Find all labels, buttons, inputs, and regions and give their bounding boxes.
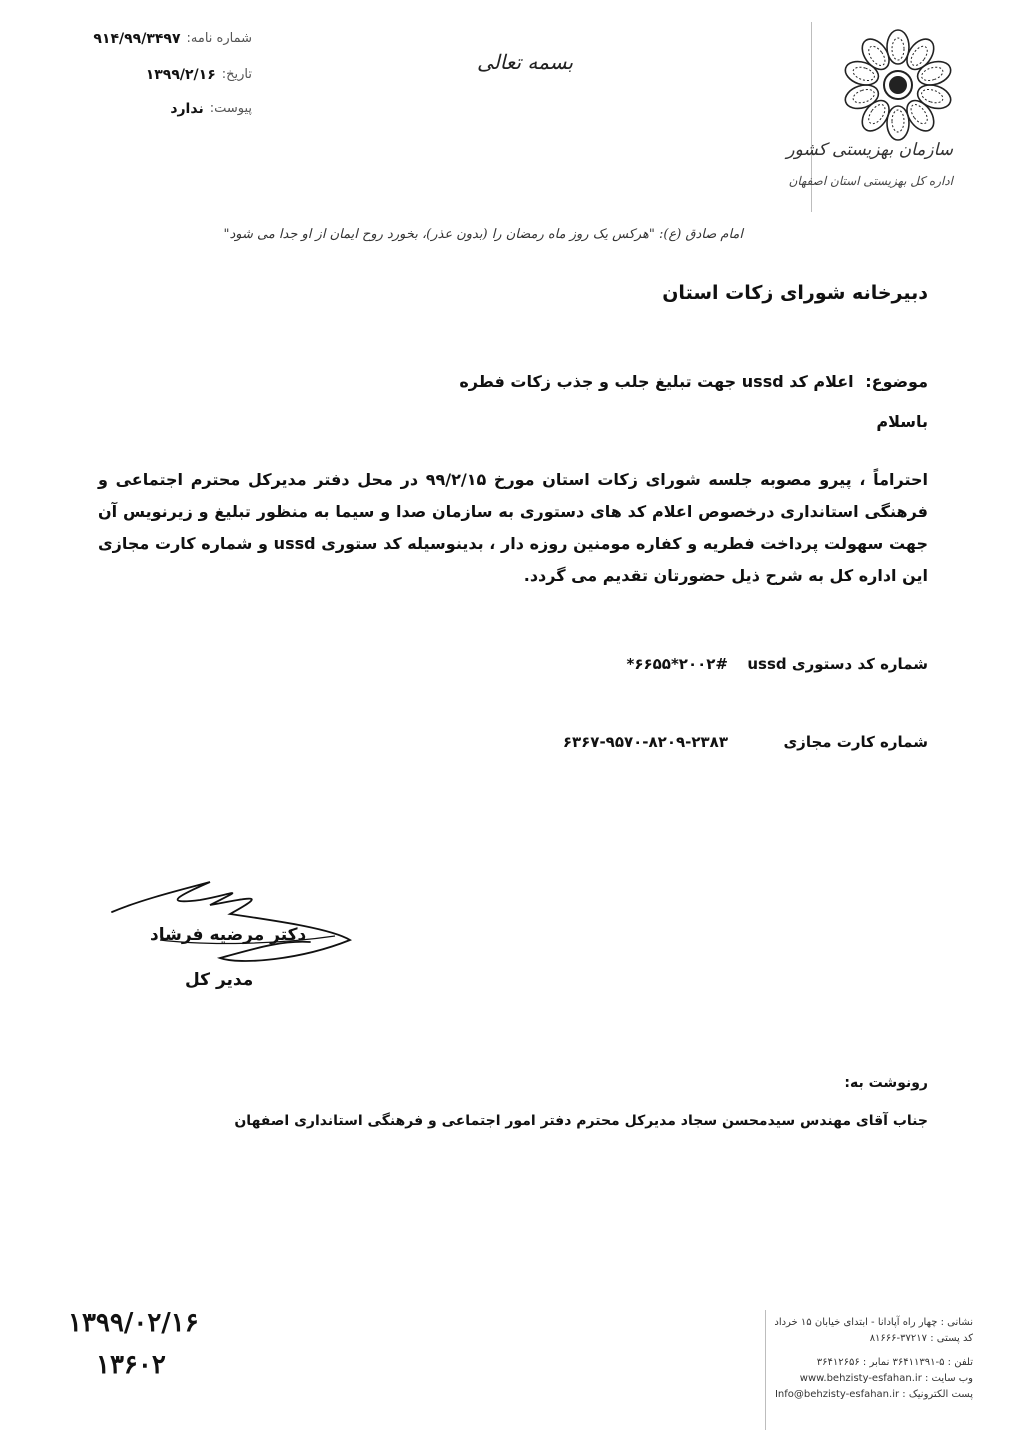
date-label: تاریخ: xyxy=(221,67,252,82)
footer-divider xyxy=(765,1310,766,1430)
subject-text: اعلام کد ussd جهت تبلیغ جلب و جذب زکات فطره xyxy=(459,372,854,391)
organization-logo-icon xyxy=(838,25,958,145)
ussd-row xyxy=(428,655,928,673)
hadith-quote: امام صادق (ع): "هرکس یک روز ماه رمضان را (بدون عذر)، بخورد روح ایمان از او جدا می شود" xyxy=(223,227,743,242)
attachment-row xyxy=(62,100,252,118)
card-value: ۶۳۶۷-۹۵۷۰-۸۲۰۹-۲۳۸۳ xyxy=(562,733,728,751)
footer-website-label: وب سایت : xyxy=(925,1373,973,1384)
card-row xyxy=(428,733,928,751)
subject-label: موضوع: xyxy=(865,372,928,391)
invocation: بسمه تعالی xyxy=(476,50,574,74)
letter-number-row xyxy=(62,30,252,48)
footer-email-label: پست الکترونیک : xyxy=(902,1389,973,1400)
cc-recipient: جناب آقای مهندس سیدمحسن سجاد مدیرکل محترم دفتر امور اجتماعی و فرهنگی استانداری اصفهان xyxy=(234,1113,928,1129)
ussd-label: شماره کد دستوری ussd xyxy=(747,655,928,673)
organization-subtitle: اداره کل بهزیستی استان اصفهان xyxy=(788,174,953,188)
footer-address: نشانی : چهار راه آپادانا - ابتدای خیابان ۱۵ خرداد xyxy=(774,1317,973,1328)
footer-phone: تلفن : ۵-۳۶۴۱۱۳۹۱ نمابر : ۳۶۴۱۲۶۵۶ xyxy=(816,1357,973,1368)
stamp-number: ۱۳۶۰۲ xyxy=(96,1350,166,1380)
ussd-value: *۶۶۵۵*۲۰۰۲# xyxy=(626,655,728,673)
body-paragraph: احتراماً ، پیرو مصوبه جلسه شورای زکات استان مورخ ۹۹/۲/۱۵ در محل دفتر مدیرکل محترم اجتماعی و فرهنگی استانداری درخصوص اعلام کد های دستوری به سازمان صدا و سیما به منظور تبلیغ و زیرنویس آن جهت سهولت پرداخت فطریه و کفاره مومنین روزه دار ، بدینوسیله کد ستوری ussd و شماره کارت مجازی این اداره کل به شرح ذیل حضورتان تقدیم می گردد. xyxy=(98,470,928,585)
card-label: شماره کارت مجازی xyxy=(783,733,928,751)
recipient: دبیرخانه شورای زکات استان xyxy=(662,282,928,304)
attachment-value: ندارد xyxy=(170,101,204,117)
signer-title: مدیر کل xyxy=(185,970,254,990)
letter-number-value: ۹۱۴/۹۹/۳۴۹۷ xyxy=(93,31,181,47)
greeting: باسلام xyxy=(876,412,928,431)
stamp-date: ۱۳۹۹/۰۲/۱۶ xyxy=(68,1308,199,1338)
subject-line xyxy=(459,372,928,391)
date-value: ۱۳۹۹/۲/۱۶ xyxy=(145,67,216,83)
date-row xyxy=(62,66,252,84)
letter-number-label: شماره نامه: xyxy=(186,31,252,46)
attachment-label: پیوست: xyxy=(209,101,252,116)
footer-postal: کد پستی : ۳۷۲۱۷-۸۱۶۶۶ xyxy=(869,1333,973,1344)
signer-name: دکتر مرضیه فرشاد xyxy=(150,925,307,945)
footer-website-link[interactable]: www.behzisty-esfahan.ir xyxy=(799,1373,922,1384)
organization-name: سازمان بهزیستی کشور xyxy=(786,140,953,160)
cc-label: رونوشت به: xyxy=(844,1075,928,1091)
footer-email-link[interactable]: Info@behzisty-esfahan.ir xyxy=(774,1389,900,1400)
footer-contact xyxy=(773,1315,973,1403)
